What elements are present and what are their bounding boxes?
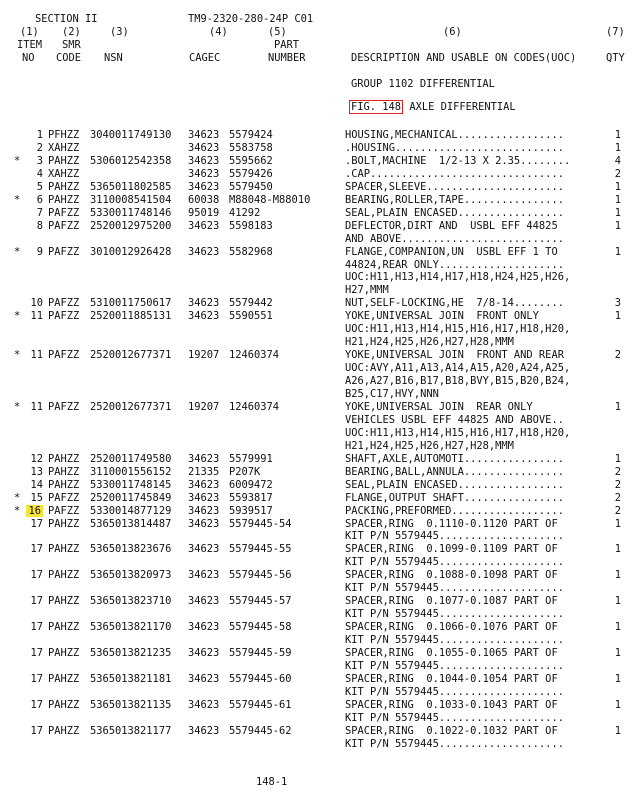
row-qty: 1 (614, 401, 621, 413)
row-smr-code: PAHZZ (48, 673, 80, 685)
row-part-number: 5579442 (229, 297, 273, 309)
row-smr-code: XAHZZ (48, 168, 80, 180)
row-qty: 4 (614, 155, 621, 167)
row-cagec: 34623 (188, 453, 220, 465)
row-smr-code: PAHZZ (48, 181, 80, 193)
row-smr-code: PAFZZ (48, 505, 80, 517)
row-smr-code: PAHZZ (48, 647, 80, 659)
row-description-line: KIT P/N 5579445.................... (345, 634, 564, 646)
col5-label-number: NUMBER (268, 52, 306, 64)
row-description-line: KIT P/N 5579445.................... (345, 712, 564, 724)
row-qty: 1 (614, 453, 621, 465)
section-label: SECTION II (35, 13, 98, 25)
row-description-line: SPACER,RING 0.1099-0.1109 PART OF (345, 543, 558, 555)
row-description-line: .BOLT,MACHINE 1/2-13 X 2.35........ (345, 155, 571, 167)
row-description-line: NUT,SELF-LOCKING,HE 7/8-14........ (345, 297, 564, 309)
row-mark: * (14, 310, 21, 322)
row-cagec: 34623 (188, 699, 220, 711)
page-number: 148-1 (256, 776, 288, 788)
row-cagec: 34623 (188, 155, 220, 167)
row-item-no: 12 (30, 453, 43, 465)
row-part-number: 5582968 (229, 246, 273, 258)
row-part-number: 5579445-60 (229, 673, 292, 685)
row-nsn: 5365013821170 (90, 621, 172, 633)
row-qty: 1 (614, 194, 621, 206)
row-nsn: 5365013821135 (90, 699, 172, 711)
row-cagec: 34623 (188, 505, 220, 517)
row-cagec: 34623 (188, 246, 220, 258)
row-item-no: 17 (30, 543, 43, 555)
col5-label-part: PART (274, 39, 300, 51)
row-part-number: 5579426 (229, 168, 273, 180)
row-qty: 1 (614, 518, 621, 530)
row-qty: 1 (614, 595, 621, 607)
col2-number: (2) (62, 26, 81, 38)
row-description-line: SPACER,RING 0.1110-0.1120 PART OF (345, 518, 558, 530)
row-description-line: SPACER,RING 0.1033-0.1043 PART OF (345, 699, 558, 711)
row-description-line: VEHICLES USBL EFF 44825 AND ABOVE.. (345, 414, 564, 426)
row-nsn: 5365013821177 (90, 725, 172, 737)
row-qty: 2 (614, 505, 621, 517)
row-qty: 1 (614, 207, 621, 219)
row-cagec: 34623 (188, 220, 220, 232)
row-smr-code: PAFZZ (48, 246, 80, 258)
row-qty: 1 (614, 246, 621, 258)
row-mark: * (14, 349, 21, 361)
row-description-line: A26,A27,B16,B17,B18,BVY,B15,B20,B24, (345, 375, 571, 387)
row-cagec: 34623 (188, 725, 220, 737)
row-item-no: 1 (36, 129, 43, 141)
row-item-no: 14 (30, 479, 43, 491)
row-smr-code: PAFZZ (48, 310, 80, 322)
col7-number: (7) (606, 26, 625, 38)
row-qty: 1 (614, 725, 621, 737)
row-description-line: SPACER,RING 0.1044-0.1054 PART OF (345, 673, 558, 685)
row-cagec: 34623 (188, 168, 220, 180)
row-smr-code: PAFZZ (48, 220, 80, 232)
row-item-no: 6 (36, 194, 43, 206)
row-description-line: HOUSING,MECHANICAL................. (345, 129, 564, 141)
row-nsn: 3110001556152 (90, 466, 172, 478)
row-smr-code: PAHZZ (48, 569, 80, 581)
row-qty: 2 (614, 349, 621, 361)
col1-number: (1) (20, 26, 39, 38)
row-description-line: PACKING,PREFORMED.................. (345, 505, 564, 517)
row-item-no: 17 (30, 673, 43, 685)
row-qty: 2 (614, 479, 621, 491)
col2-label-code: CODE (56, 52, 82, 64)
row-description-line: YOKE,UNIVERSAL JOIN REAR ONLY (345, 401, 533, 413)
row-nsn: 2520012677371 (90, 401, 172, 413)
row-nsn: 5365013821235 (90, 647, 172, 659)
row-description-line: 44824,REAR ONLY.................... (345, 259, 564, 271)
col2-label-smr: SMR (62, 39, 81, 51)
row-part-number: 5579450 (229, 181, 273, 193)
row-description-line: .HOUSING........................... (345, 142, 564, 154)
col4-label-cagec: CAGEC (189, 52, 221, 64)
row-mark: * (14, 155, 21, 167)
row-qty: 2 (614, 492, 621, 504)
row-description-line: SEAL,PLAIN ENCASED................. (345, 207, 564, 219)
row-nsn: 3010012926428 (90, 246, 172, 258)
row-qty: 1 (614, 673, 621, 685)
row-mark: * (14, 492, 21, 504)
row-item-no: 16 (28, 505, 41, 517)
row-nsn: 2520012677371 (90, 349, 172, 361)
row-qty: 1 (614, 142, 621, 154)
row-smr-code: PAFZZ (48, 207, 80, 219)
row-nsn: 5306012542358 (90, 155, 172, 167)
row-nsn: 5330011748146 (90, 207, 172, 219)
row-nsn: 2520011885131 (90, 310, 172, 322)
row-smr-code: PAHZZ (48, 621, 80, 633)
row-cagec: 34623 (188, 310, 220, 322)
row-description-line: SPACER,RING 0.1066-0.1076 PART OF (345, 621, 558, 633)
row-smr-code: PAFZZ (48, 349, 80, 361)
row-part-number: 41292 (229, 207, 261, 219)
row-qty: 3 (614, 297, 621, 309)
row-description-line: UOC:H11,H13,H14,H15,H16,H17,H18,H20, (345, 427, 571, 439)
row-smr-code: PAHZZ (48, 479, 80, 491)
row-qty: 1 (614, 181, 621, 193)
row-part-number: 5579445-58 (229, 621, 292, 633)
row-part-number: 5579445-57 (229, 595, 292, 607)
row-description-line: UOC:H11,H13,H14,H17,H18,H24,H25,H26, (345, 271, 571, 283)
row-cagec: 34623 (188, 621, 220, 633)
row-description-line: YOKE,UNIVERSAL JOIN FRONT AND REAR (345, 349, 564, 361)
row-part-number: 5579445-61 (229, 699, 292, 711)
row-part-number: 5590551 (229, 310, 273, 322)
row-description-line: KIT P/N 5579445.................... (345, 738, 564, 750)
row-nsn: 5330014877129 (90, 505, 172, 517)
row-description-line: SPACER,RING 0.1022-0.1032 PART OF (345, 725, 558, 737)
row-item-no: 10 (30, 297, 43, 309)
row-nsn: 5365011802585 (90, 181, 172, 193)
row-item-no: 17 (30, 518, 43, 530)
row-cagec: 34623 (188, 543, 220, 555)
row-qty: 1 (614, 699, 621, 711)
row-nsn: 3110008541504 (90, 194, 172, 206)
row-mark: * (14, 246, 21, 258)
row-cagec: 34623 (188, 492, 220, 504)
row-part-number: M88048-M88010 (229, 194, 311, 206)
row-smr-code: XAHZZ (48, 142, 80, 154)
row-cagec: 60038 (188, 194, 220, 206)
row-description-line: UOC:AVY,A11,A13,A14,A15,A20,A24,A25, (345, 362, 571, 374)
row-item-no: 17 (30, 647, 43, 659)
row-cagec: 34623 (188, 518, 220, 530)
row-description-line: KIT P/N 5579445.................... (345, 660, 564, 672)
row-item-no: 3 (36, 155, 43, 167)
col3-label-nsn: NSN (104, 52, 123, 64)
row-description-line: H21,H24,H25,H26,H27,H28,MMM (345, 336, 514, 348)
row-cagec: 95019 (188, 207, 220, 219)
document-number: TM9-2320-280-24P C01 (188, 13, 314, 25)
row-description-line: SPACER,RING 0.1077-0.1087 PART OF (345, 595, 558, 607)
row-description-line: H21,H24,H25,H26,H27,H28,MMM (345, 440, 514, 452)
row-smr-code: PAHZZ (48, 725, 80, 737)
row-description-line: .CAP............................... (345, 168, 564, 180)
row-cagec: 34623 (188, 673, 220, 685)
row-item-no: 8 (36, 220, 43, 232)
row-smr-code: PAHZZ (48, 155, 80, 167)
col4-number: (4) (209, 26, 228, 38)
row-part-number: 12460374 (229, 401, 280, 413)
row-description-line: UOC:H11,H13,H14,H15,H16,H17,H18,H20, (345, 323, 571, 335)
col3-number: (3) (110, 26, 129, 38)
row-mark: * (14, 194, 21, 206)
row-cagec: 34623 (188, 479, 220, 491)
row-description-line: FLANGE,COMPANION,UN USBL EFF 1 TO (345, 246, 558, 258)
row-description-line: AND ABOVE.......................... (345, 233, 564, 245)
row-nsn: 3040011749130 (90, 129, 172, 141)
row-item-no: 17 (30, 699, 43, 711)
row-part-number: 5593817 (229, 492, 273, 504)
row-description-line: DEFLECTOR,DIRT AND USBL EFF 44825 (345, 220, 558, 232)
row-description-line: KIT P/N 5579445.................... (345, 556, 564, 568)
col6-label-description: DESCRIPTION AND USABLE ON CODES(UOC) (351, 52, 577, 64)
row-item-no: 13 (30, 466, 43, 478)
row-part-number: 5595662 (229, 155, 273, 167)
row-part-number: 5598183 (229, 220, 273, 232)
figure-heading (349, 102, 516, 112)
col1-label-item: ITEM (17, 39, 43, 51)
row-description-line: KIT P/N 5579445.................... (345, 686, 564, 698)
row-item-no: 4 (36, 168, 43, 180)
row-cagec: 34623 (188, 181, 220, 193)
row-item-no: 7 (36, 207, 43, 219)
row-qty: 1 (614, 129, 621, 141)
row-qty: 1 (614, 647, 621, 659)
row-description-line: FLANGE,OUTPUT SHAFT................ (345, 492, 564, 504)
row-nsn: 5365013814487 (90, 518, 172, 530)
row-smr-code: PAHZZ (48, 518, 80, 530)
row-part-number: 5583758 (229, 142, 273, 154)
figure-title: AXLE DIFFERENTIAL (409, 101, 516, 113)
row-nsn: 5310011750617 (90, 297, 172, 309)
row-item-no: 15 (30, 492, 43, 504)
row-qty: 1 (614, 543, 621, 555)
row-description-line: BEARING,ROLLER,TAPE................ (345, 194, 564, 206)
row-part-number: P207K (229, 466, 261, 478)
row-part-number: 5939517 (229, 505, 273, 517)
row-part-number: 5579991 (229, 453, 273, 465)
row-part-number: 6009472 (229, 479, 273, 491)
row-part-number: 5579445-54 (229, 518, 292, 530)
row-smr-code: PAHZZ (48, 699, 80, 711)
row-description-line: SPACER,SLEEVE...................... (345, 181, 564, 193)
row-cagec: 34623 (188, 595, 220, 607)
row-description-line: B25,C17,HVY,NNN (345, 388, 439, 400)
row-item-no: 11 (30, 349, 43, 361)
col6-number: (6) (443, 26, 462, 38)
row-cagec: 21335 (188, 466, 220, 478)
row-item-no: 11 (30, 401, 43, 413)
row-item-no: 11 (30, 310, 43, 322)
row-description-line: KIT P/N 5579445.................... (345, 582, 564, 594)
row-part-number: 12460374 (229, 349, 280, 361)
col5-number: (5) (268, 26, 287, 38)
row-description-line: YOKE,UNIVERSAL JOIN FRONT ONLY (345, 310, 539, 322)
col7-label-qty: QTY (606, 52, 625, 64)
row-cagec: 34623 (188, 647, 220, 659)
row-description-line: SEAL,PLAIN ENCASED................. (345, 479, 564, 491)
row-cagec: 19207 (188, 401, 220, 413)
row-mark: * (14, 505, 21, 517)
row-smr-code: PAFZZ (48, 297, 80, 309)
row-nsn: 2520011749580 (90, 453, 172, 465)
row-part-number: 5579445-59 (229, 647, 292, 659)
row-smr-code: PAHZZ (48, 194, 80, 206)
row-nsn: 2520011745849 (90, 492, 172, 504)
row-item-no: 5 (36, 181, 43, 193)
row-description-line: KIT P/N 5579445.................... (345, 608, 564, 620)
row-nsn: 5365013821181 (90, 673, 172, 685)
row-nsn: 5365013823710 (90, 595, 172, 607)
row-item-no: 17 (30, 725, 43, 737)
row-part-number: 5579445-62 (229, 725, 292, 737)
row-nsn: 2520012975200 (90, 220, 172, 232)
row-smr-code: PAFZZ (48, 401, 80, 413)
row-smr-code: PFHZZ (48, 129, 80, 141)
row-description-line: SHAFT,AXLE,AUTOMOTI................ (345, 453, 564, 465)
row-item-no: 9 (36, 246, 43, 258)
row-nsn: 5365013820973 (90, 569, 172, 581)
row-qty: 1 (614, 220, 621, 232)
row-description-line: H27,MMM (345, 284, 389, 296)
row-smr-code: PAHZZ (48, 595, 80, 607)
group-title: GROUP 1102 DIFFERENTIAL (351, 78, 495, 90)
row-description-line: BEARING,BALL,ANNULA................ (345, 466, 564, 478)
row-item-no: 2 (36, 142, 43, 154)
col1-label-no: NO (22, 52, 35, 64)
row-description-line: SPACER,RING 0.1055-0.1065 PART OF (345, 647, 558, 659)
row-smr-code: PAFZZ (48, 492, 80, 504)
row-part-number: 5579424 (229, 129, 273, 141)
row-qty: 1 (614, 310, 621, 322)
row-qty: 2 (614, 466, 621, 478)
row-cagec: 34623 (188, 129, 220, 141)
row-smr-code: PAHZZ (48, 543, 80, 555)
row-item-no: 17 (30, 569, 43, 581)
row-item-no: 17 (30, 621, 43, 633)
row-part-number: 5579445-56 (229, 569, 292, 581)
row-description-line: SPACER,RING 0.1088-0.1098 PART OF (345, 569, 558, 581)
row-cagec: 34623 (188, 142, 220, 154)
row-description-line: KIT P/N 5579445.................... (345, 530, 564, 542)
row-cagec: 34623 (188, 297, 220, 309)
row-nsn: 5330011748145 (90, 479, 172, 491)
row-cagec: 34623 (188, 569, 220, 581)
row-smr-code: PAHZZ (48, 466, 80, 478)
row-part-number: 5579445-55 (229, 543, 292, 555)
row-qty: 2 (614, 168, 621, 180)
row-cagec: 19207 (188, 349, 220, 361)
row-smr-code: PAHZZ (48, 453, 80, 465)
row-qty: 1 (614, 621, 621, 633)
row-qty: 1 (614, 569, 621, 581)
row-nsn: 5365013823676 (90, 543, 172, 555)
row-item-no: 17 (30, 595, 43, 607)
row-mark: * (14, 401, 21, 413)
figure-label[interactable]: FIG. 148 (351, 101, 402, 113)
